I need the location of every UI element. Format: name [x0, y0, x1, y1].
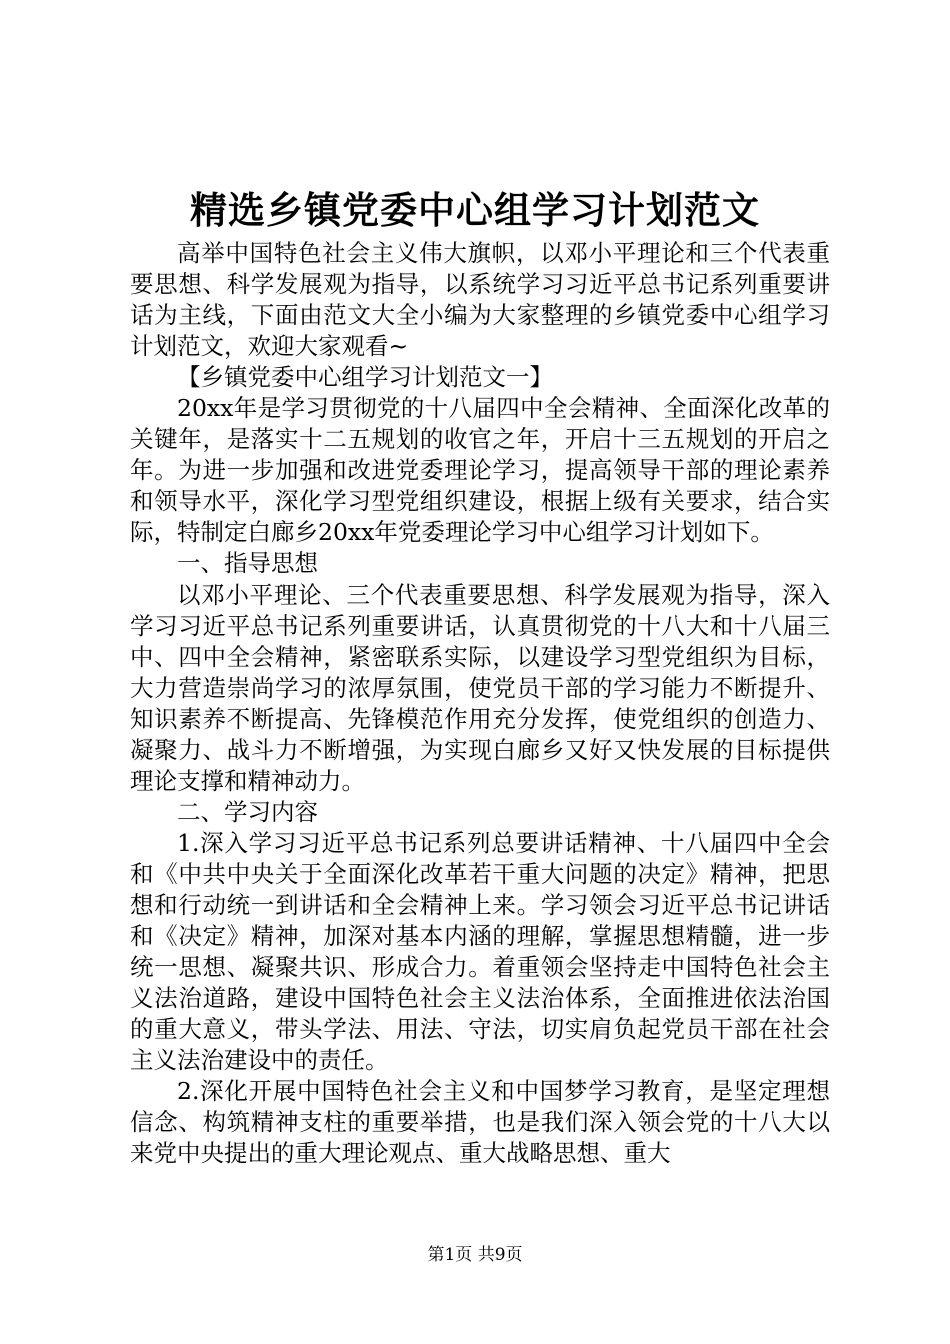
- paragraph-intro: 高举中国特色社会主义伟大旗帜，以邓小平理论和三个代表重要思想、科学发展观为指导，以系统学习习近平总书记系列重要讲话为主线，下面由范文大全小编为大家整理的乡镇党委中心组学习计划范文，欢迎大家观看~: [130, 239, 830, 361]
- document-title: 精选乡镇党委中心组学习计划范文: [190, 188, 760, 232]
- page-number-footer: 第1页 共9页: [427, 1245, 523, 1265]
- section-heading-guiding-ideology: 一、指导思想: [177, 549, 318, 578]
- paragraph-study-item-1: 1.深入学习习近平总书记系列总要讲话精神、十八届四中全会和《中共中央关于全面深化改革若干重大问题的决定》精神，把思想和行动统一到讲话和全会精神上来。学习领会习近平总书记讲话和《决定》精神，加深对基本内涵的理解，掌握思想精髓，进一步统一思想、凝聚共识、形成合力。着重领会坚持走中国特色社会主义法治道路，建设中国特色社会主义法治体系，全面推进依法治国的重大意义，带头学法、用法、守法，切实肩负起党员干部在社会主义法治建设中的责任。: [130, 828, 830, 1075]
- paragraph-overview: 20xx年是学习贯彻党的十八届四中全会精神、全面深化改革的关键年，是落实十二五规划的收官之年，开启十三五规划的开启之年。为进一步加强和改进党委理论学习，提高领导干部的理论素养和领导水平，深化学习型党组织建设，根据上级有关要求，结合实际，特制定白廊乡20xx年党委理论学习中心组学习计划如下。: [130, 394, 830, 547]
- document-body: [130, 238, 830, 1169]
- section-heading-sample-one: 【乡镇党委中心组学习计划范文一】: [177, 363, 553, 392]
- section-heading-study-content: 二、学习内容: [177, 797, 318, 826]
- paragraph-guiding-ideology: 以邓小平理论、三个代表重要思想、科学发展观为指导，深入学习习近平总书记系列重要讲话，认真贯彻党的十八大和十八届三中、四中全会精神，紧密联系实际，以建设学习型党组织为目标，大力营造崇尚学习的浓厚氛围，使党员干部的学习能力不断提升、知识素养不断提高、先锋模范作用充分发挥，使党组织的创造力、凝聚力、战斗力不断增强，为实现白廊乡又好又快发展的目标提供理论支撑和精神动力。: [130, 580, 830, 795]
- paragraph-study-item-2: 2.深化开展中国特色社会主义和中国梦学习教育，是坚定理想信念、构筑精神支柱的重要举措，也是我们深入领会党的十八大以来党中央提出的重大理论观点、重大战略思想、重大: [130, 1077, 830, 1168]
